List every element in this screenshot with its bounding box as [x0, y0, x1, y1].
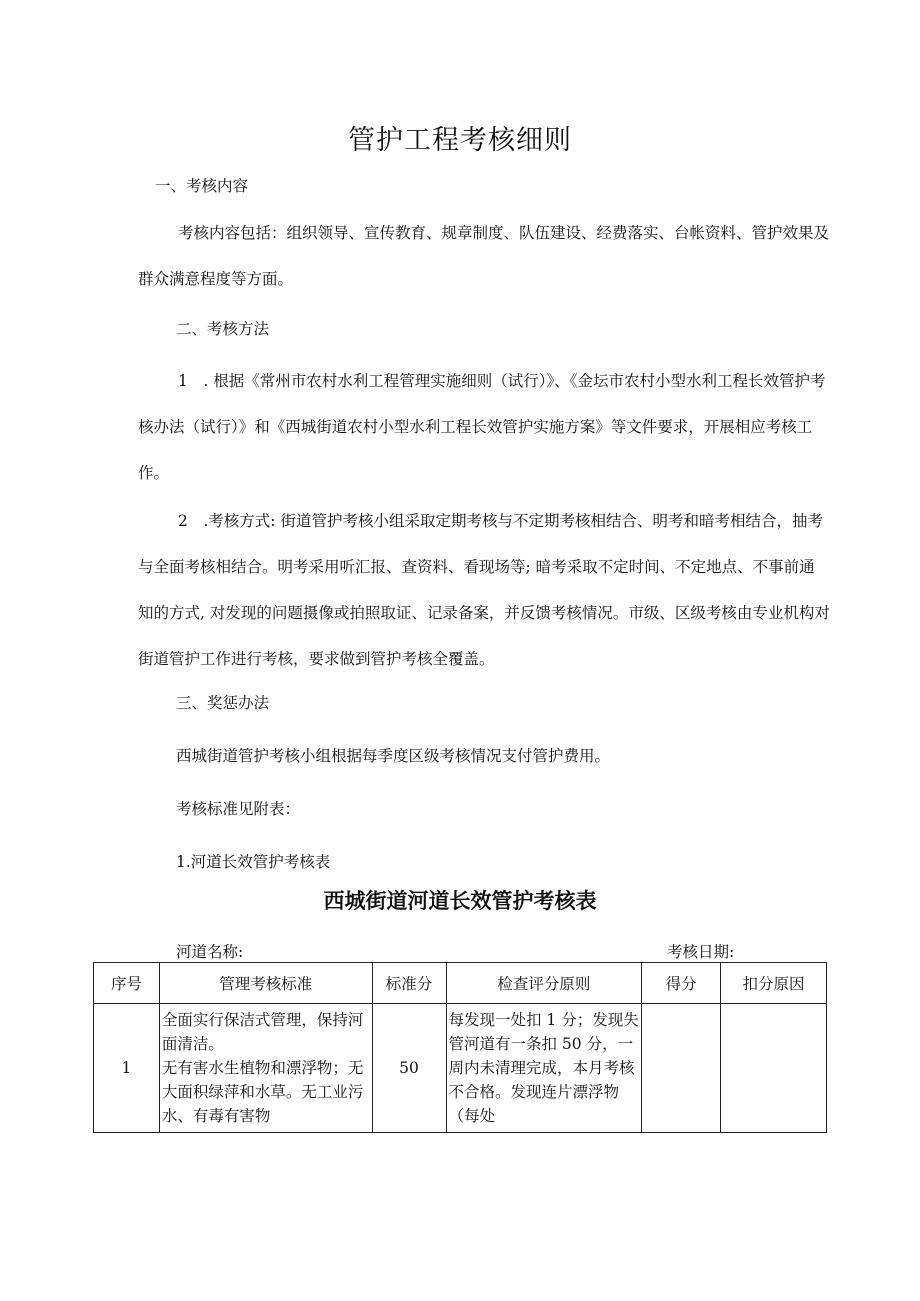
table-title: 西城街道河道长效管护考核表 [323, 889, 597, 913]
section3-heading: 三、奖惩办法 [176, 694, 270, 712]
section1-heading: 一、考核内容 [155, 177, 249, 195]
section2-item1: 1 . 根据《常州市农村水利工程管理实施细则（试行）》、《金坛市农村小型水利工程长效管护考核办法（试行）》和《西城街道农村小型水利工程长效管护实施方案》等文件要求，开展相应考核工作。 [138, 372, 826, 482]
cell-principle: 每发现一处扣 1 分；发现失管河道有一条扣 50 分，一周内未清理完成，本月考核不合格。发现连片漂浮物（每处 [446, 1004, 642, 1133]
attachment-item: 1.河道长效管护考核表 [176, 853, 331, 871]
table-row [94, 1004, 827, 1133]
cell-got [642, 1004, 721, 1133]
section2-heading: 二、考核方法 [176, 320, 270, 338]
cell-reason [721, 1004, 827, 1133]
section1-body: 考核内容包括：组织领导、宣传教育、规章制度、队伍建设、经费落实、台帐资料、管护效果及群众满意程度等方面。 [138, 224, 830, 288]
cell-score: 50 [372, 1004, 446, 1133]
assessment-table [93, 962, 827, 1133]
section3-body: 西城街道管护考核小组根据每季度区级考核情况支付管护费用。 [176, 747, 611, 765]
standard-note: 考核标准见附表： [176, 800, 301, 818]
page-title: 管护工程考核细则 [348, 125, 572, 156]
col-header-reason: 扣分原因 [721, 963, 827, 1004]
col-header-got: 得分 [642, 963, 721, 1004]
assessment-date-label: 考核日期: [667, 943, 735, 961]
col-header-no: 序号 [94, 963, 160, 1004]
section2-item2: 2 .考核方式: 街道管护考核小组采取定期考核与不定期考核相结合、明考和暗考相结合，抽考与全面考核相结合。明考采用听汇报、查资料、看现场等; 暗考采取不定时间、不定地点、不事前通知的方式, 对发现的问题摄像或拍照取证、记录备案，并反馈考核情况。市级、区级考核由专业机构对街道管护工作进行考核，要求做到管护考核全覆盖。 [138, 512, 830, 668]
col-header-score: 标准分 [372, 963, 446, 1004]
col-header-principle: 检查评分原则 [446, 963, 642, 1004]
river-name-label: 河道名称: [176, 943, 244, 961]
col-header-standard: 管理考核标准 [159, 963, 372, 1004]
table-header-row [94, 963, 827, 1004]
cell-standard: 全面实行保洁式管理，保持河面清洁。 无有害水生植物和漂浮物；无大面积绿萍和水草。无工业污水、有毒有害物 [159, 1004, 372, 1133]
cell-no: 1 [94, 1004, 160, 1133]
